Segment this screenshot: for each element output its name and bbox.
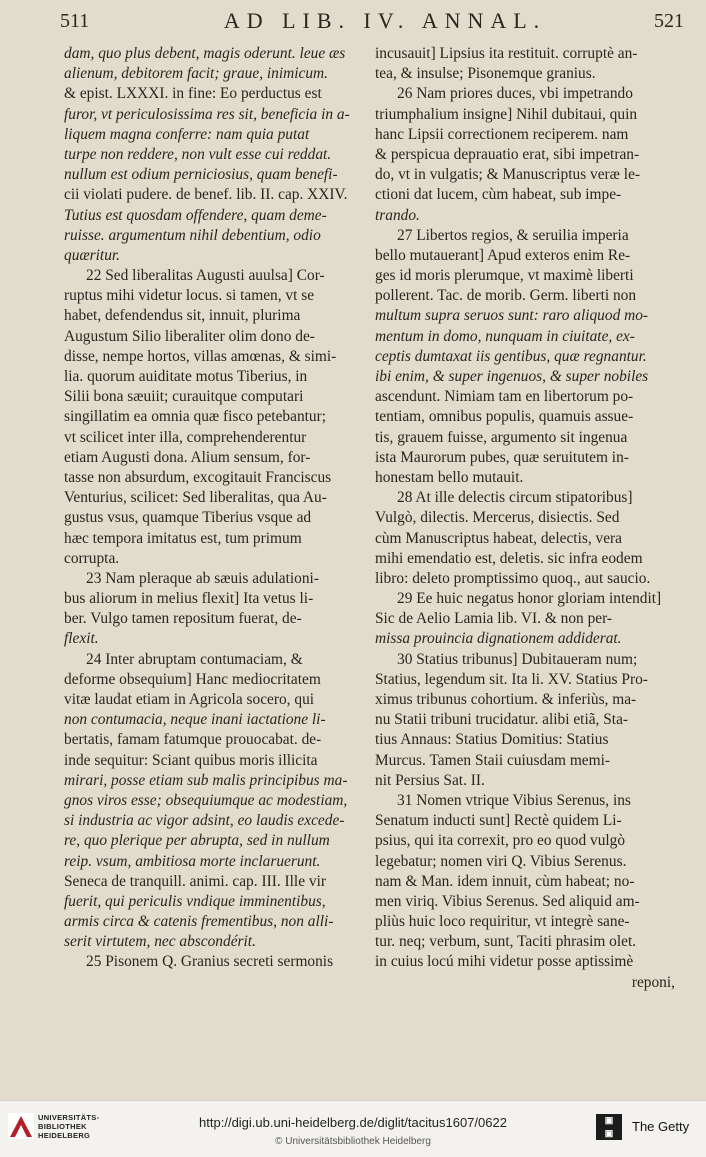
text-line: fuerit, qui periculis vndique imminentibus, [64, 892, 326, 910]
text-line: men viriq. Vibius Serenus. Sed aliquid am- [375, 892, 640, 910]
viewer-footer [0, 1100, 706, 1157]
text-line: mirari, posse etiam sub malis principibus ma- [64, 771, 348, 789]
text-line: bus aliorum in melius flexit] Ita vetus li- [64, 590, 314, 608]
text-line: bello mutauerant] Apud exteros enim Re- [375, 246, 631, 264]
text-line: hanc Lipsii correctionem reciperem. nam [375, 125, 629, 143]
text-line: 30 Statius tribunus] Dubitaueram num; [397, 650, 638, 668]
text-line: singillatim ea omnia quæ fisco petebantur; [64, 408, 327, 426]
text-line: ceptis dumtaxat iis gentibus, quæ regnantur. [375, 347, 647, 365]
text-line: 27 Libertos regios, & seruilia imperia [397, 226, 629, 244]
text-line: habet, defendendus sit, innuit, plurima [64, 307, 301, 325]
text-line: nit Persius Sat. II. [375, 771, 485, 789]
text-line: non contumacia, neque inani iactatione li- [64, 711, 326, 729]
text-line: in cuius locú mihi videtur posse aptissimè [375, 953, 634, 971]
text-line: Senatum inducti sunt] Rectè quidem Li- [375, 812, 622, 830]
text-line: ruisse. argumentum nihil debentium, odio [64, 226, 321, 244]
text-line: ruptus mihi videtur locus. si tamen, vt se [64, 287, 315, 305]
text-line: ascendunt. Nimiam tam en libertorum po- [375, 388, 634, 406]
folio-left: 511 [60, 10, 90, 32]
text-line: armis circa & catenis frementibus, non alli- [64, 913, 334, 931]
text-line: vt scilicet inter illa, comprehenderentur [64, 428, 307, 446]
page-header [50, 8, 690, 42]
text-line: ista Maurorum pubes, quæ seruitutem in- [375, 448, 629, 466]
text-line: Venturius, scilicet: Sed liberalitas, qua Au- [64, 489, 327, 507]
text-line: honestam bello mutauit. [375, 468, 524, 486]
text-line: 24 Inter abruptam contumaciam, & [86, 650, 303, 668]
text-line: tentiam, omnibus populis, quamuis assue- [375, 408, 634, 426]
text-line: mentum in domo, nunquam in ciuitate, ex- [375, 327, 635, 345]
text-line: cùm Manuscriptus habeat, delectis, vera [375, 529, 623, 547]
text-line: Tutius est quosdam offendere, quam deme- [64, 206, 327, 224]
text-line: disse, nempe hortos, villas amœnas, & simi- [64, 347, 337, 365]
text-line: tur. neq; verbum, sunt, Taciti phrasim olet. [375, 933, 637, 951]
text-line: psius, qui ita correxit, pro eo quod vulgò [375, 832, 626, 850]
text-line: nu Statii tribuni trucidatur. alibi etiã, Sta- [375, 711, 629, 729]
text-line: ximus tribunus cohortium. & inferiùs, ma- [375, 691, 637, 708]
folio-right: 521 [654, 10, 684, 32]
text-line: lia. quorum auiditate motus Tiberius, in [64, 368, 308, 385]
text-line: ibi enim, & super ingenuos, & super nobiles [375, 368, 649, 385]
text-line: hæc tempora imitatus est, tum primum [64, 529, 302, 547]
text-line: ctioni dat lucem, cùm habeat, sub impe- [375, 186, 622, 204]
text-line: re, quo plerique per abrupta, sed in nullum [64, 832, 330, 850]
text-line: Seneca de tranquill. animi. cap. III. Ille vir [64, 872, 326, 890]
text-line: do, vt in vulgatis; & Manuscriptus veræ le- [375, 166, 641, 184]
copyright-text: © Universitätsbibliothek Heidelberg [275, 1136, 431, 1147]
text-line: incusauit] Lipsius ita restituit. corruptè an- [375, 45, 638, 62]
text-line: gustus vsus, quamque Tiberius vsque ad [64, 509, 312, 527]
text-line: tis, grauem fuisse, argumento sit ingenua [375, 428, 628, 446]
text-line: gnos viros esse; obsequiumque ac modestiam, [64, 791, 348, 809]
text-line: mihi emendatio est, deletis. sic infra eodem [375, 549, 643, 567]
text-line: liquem magna conferre: nam quia putat [64, 125, 310, 143]
text-line: multum supra seruos sunt: raro aliquod mo- [375, 307, 649, 325]
text-line: dam, quo plus debent, magis oderunt. leue æs [64, 45, 346, 62]
text-line: pollerent. Tac. de morib. Germ. liberti non [375, 287, 637, 305]
text-line: cii violati pudere. de benef. lib. II. cap. XXIV. [64, 186, 348, 204]
text-line: turpe non reddere, non vult esse cui reddat. [64, 145, 332, 163]
text-line: 23 Nam pleraque ab sæuis adulationi- [86, 569, 319, 587]
text-line: 22 Sed liberalitas Augusti auulsa] Cor- [86, 267, 325, 285]
text-line: corrupta. [64, 549, 120, 567]
text-line: alienum, debitorem facit; graue, inimicum. [64, 65, 329, 83]
running-title: AD LIB. IV. ANNAL. [223, 8, 547, 33]
text-line: triumphalium insigne] Nihil dubitaui, quin [375, 105, 638, 123]
text-line: ges id moris plerumque, vt maximè liberti [375, 267, 634, 285]
text-line: ber. Vulgo tamen repositum fuerat, de- [64, 610, 302, 628]
text-line: nullum est odium perniciosius, quam benefi- [64, 166, 338, 184]
text-line: furor, vt periculosissima res sit, beneficia in a- [64, 105, 350, 123]
text-line: tasse non absurdum, excogitauit Franciscus [64, 468, 332, 486]
text-line: reponi, [631, 973, 675, 991]
right-text-column [375, 44, 675, 1089]
text-line: serit virtutem, nec abscondérit. [64, 933, 256, 951]
text-line: Statius, legendum sit. Ita li. XV. Statius Pro- [375, 670, 648, 688]
text-line: reip. vsum, ambitiosa morte inclaruerunt. [64, 852, 321, 870]
text-line: legebatur; nomen viri Q. Vibius Serenus. [375, 852, 627, 870]
text-line: quæritur. [64, 246, 121, 264]
text-line: tea, & insulse; Pisonemque granius. [375, 65, 596, 83]
library-name-line: HEIDELBERG [38, 1131, 91, 1140]
text-line: bertatis, famam fatumque prouocabat. de- [64, 731, 322, 749]
left-text-column [64, 44, 364, 1089]
text-line: 29 Ee huic negatus honor gloriam intendit] [397, 590, 662, 608]
text-line: libro: deleto promptissimo quoq., aut saucio. [375, 569, 651, 587]
text-line: missa prouincia dignationem addiderat. [375, 630, 622, 648]
text-line: si industria ac vigor adsint, eo laudis excede- [64, 812, 345, 830]
text-line: nam & Man. idem innuit, cùm habeat; no- [375, 872, 635, 890]
text-line: vitæ laudat etiam in Agricola socero, qui [64, 691, 315, 708]
permalink-url[interactable]: http://digi.ub.uni-heidelberg.de/diglit/tacitus1607/0622 [199, 1115, 507, 1130]
text-line: 26 Nam priores duces, vbi impetrando [397, 85, 633, 103]
text-line: etiam Augusti dona. Alium sensum, for- [64, 448, 311, 466]
text-line: pliùs huic loco requiritur, vt integrè sane- [375, 913, 630, 931]
text-line: 25 Pisonem Q. Granius secreti sermonis [86, 953, 334, 971]
library-name-line: BIBLIOTHEK [38, 1122, 87, 1131]
text-line: 28 At ille delectis circum stipatoribus] [397, 489, 633, 507]
text-line: 31 Nomen vtrique Vibius Serenus, ins [397, 791, 631, 809]
text-line: trando. [375, 206, 420, 224]
getty-logo-icon: ▣ ▣ [596, 1114, 622, 1140]
text-line: Silii bona sæuiit; curauitque computari [64, 388, 304, 406]
text-line: Sic de Aelio Lamia lib. VI. & non per- [375, 610, 613, 628]
text-line: Murcus. Tamen Staii cuiusdam memi- [375, 751, 611, 769]
text-line: Augustum Silio liberaliter olim dono de- [64, 327, 315, 345]
text-line: Vulgò, dilectis. Mercerus, disiectis. Sed [375, 509, 620, 527]
text-line: flexit. [64, 630, 99, 648]
getty-name: The Getty [632, 1119, 690, 1134]
text-line: & epist. LXXXI. in fine: Eo perductus est [64, 85, 322, 103]
text-line: tius Annaus: Statius Domitius: Statius [375, 731, 609, 749]
text-line: inde sequitur: Sciant quibus moris illicita [64, 751, 318, 769]
text-line: deforme obsequium] Hanc mediocritatem [64, 670, 321, 688]
text-line: & perspicua deprauatio erat, sibi impetran- [375, 145, 640, 163]
library-name-line: UNIVERSITÄTS- [38, 1113, 100, 1122]
